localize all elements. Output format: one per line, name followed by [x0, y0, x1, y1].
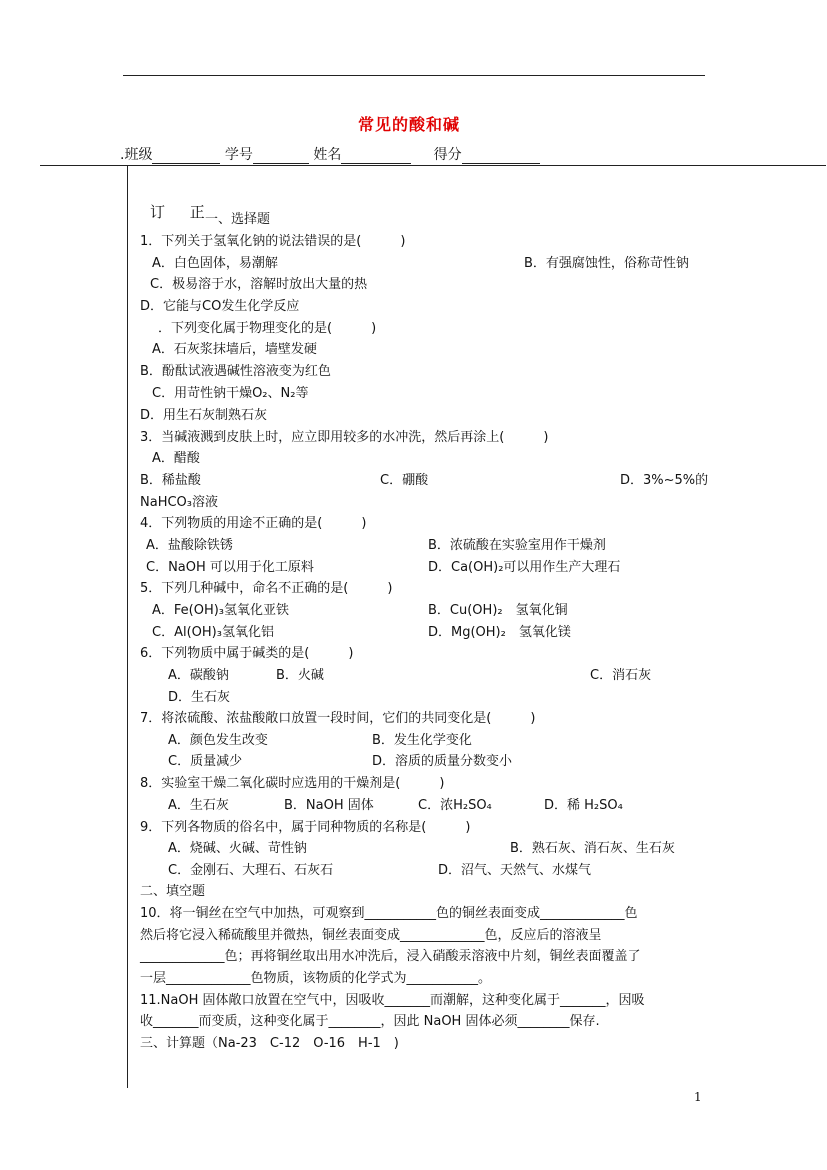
q1-option-b: B．有强腐蚀性，俗称苛性钠 — [524, 256, 689, 271]
q8-option-c: C．浓H₂SO₄ — [418, 798, 492, 813]
question-7: 7．将浓硫酸、浓盐酸敞口放置一段时间，它们的共同变化是( ) — [140, 711, 536, 726]
q9-option-b: B．熟石灰、消石灰、生石灰 — [510, 841, 675, 856]
question-4: 4．下列物质的用途不正确的是( ) — [140, 516, 367, 531]
page-title: 常见的酸和碱 — [358, 115, 461, 134]
name-label: 姓名 — [313, 147, 342, 163]
question-1: 1．下列关于氢氧化钠的说法错误的是( ) — [140, 234, 406, 249]
question-10-line-1: 10．将一铜丝在空气中加热，可观察到___________色的铜丝表面变成_____________色 — [140, 906, 638, 921]
q9-option-a: A．烧碱、火碱、苛性钠 — [168, 841, 307, 856]
q6-option-b: B．火碱 — [276, 668, 324, 683]
q3-option-d: D．3%~5%的 — [620, 473, 709, 488]
header-rule — [40, 165, 826, 166]
q3-option-a: A．醋酸 — [152, 451, 200, 466]
section-calc: 三、计算题（Na-23 C-12 O-16 H-1 ) — [140, 1036, 399, 1051]
question-10-line-4: 一层_____________色物质，该物质的化学式为___________。 — [140, 971, 492, 986]
q7-option-b: B．发生化学变化 — [372, 733, 472, 748]
q5-option-d: D．Mg(OH)₂ 氢氧化镁 — [428, 625, 571, 640]
question-11-line-2: 收_______而变质，这种变化属于________，因此 NaOH 固体必须________保存. — [140, 1014, 600, 1029]
q5-option-b: B．Cu(OH)₂ 氢氧化铜 — [428, 603, 568, 618]
class-label: .班级 — [120, 147, 153, 163]
q9-option-c: C．金刚石、大理石、石灰石 — [168, 863, 334, 878]
question-11-line-1: 11.NaOH 固体敞口放置在空气中，因吸收_______而潮解，这种变化属于_______，因吸 — [140, 993, 645, 1008]
question-10-line-2: 然后将它浸入稀硫酸里并微热，铜丝表面变成_____________色，反应后的溶液呈 — [140, 928, 602, 943]
section-choice: 一、选择题 — [205, 212, 271, 227]
class-field[interactable] — [152, 149, 220, 164]
score-field[interactable] — [462, 149, 540, 164]
q6-option-a: A．碳酸钠 — [168, 668, 229, 683]
q4-option-a: A．盐酸除铁锈 — [146, 538, 233, 553]
q2-option-a: A．石灰浆抹墙后，墙壁发硬 — [152, 342, 317, 357]
question-6: 6．下列物质中属于碱类的是( ) — [140, 646, 354, 661]
section-fill: 二、填空题 — [140, 884, 206, 899]
score-label: 得分 — [433, 147, 462, 163]
q6-option-c: C．消石灰 — [590, 668, 652, 683]
q8-option-b: B．NaOH 固体 — [284, 798, 374, 813]
q7-option-a: A．颜色发生改变 — [168, 733, 268, 748]
q2-option-b: B．酚酞试液遇碱性溶液变为红色 — [140, 364, 331, 379]
q3-option-d-cont: NaHCO₃溶液 — [140, 495, 218, 510]
q9-option-d: D．沼气、天然气、水煤气 — [438, 863, 592, 878]
q1-option-d: D．它能与CO发生化学反应 — [140, 299, 300, 314]
margin-rule — [127, 166, 128, 1088]
question-3: 3．当碱液溅到皮肤上时，应立即用较多的水冲洗，然后再涂上( ) — [140, 430, 549, 445]
number-field[interactable] — [253, 149, 309, 164]
top-rule — [123, 75, 705, 76]
q5-option-a: A．Fe(OH)₃氢氧化亚铁 — [152, 603, 290, 618]
side-note: 订 正 — [150, 203, 215, 221]
q7-option-d: D．溶质的质量分数变小 — [372, 754, 513, 769]
q1-option-a: A．白色固体，易潮解 — [152, 256, 278, 271]
q5-option-c: C．Al(OH)₃氢氧化铝 — [152, 625, 274, 640]
question-2: ．下列变化属于物理变化的是( ) — [158, 321, 377, 336]
q4-option-b: B．浓硫酸在实验室用作干燥剂 — [428, 538, 606, 553]
question-5: 5．下列几种碱中，命名不正确的是( ) — [140, 581, 393, 596]
q7-option-c: C．质量减少 — [168, 754, 243, 769]
q4-option-c: C．NaOH 可以用于化工原料 — [146, 560, 314, 575]
question-10-line-3: _____________色；再将铜丝取出用水冲洗后，浸入硝酸汞溶液中片刻，铜丝表面覆盖了 — [140, 949, 641, 964]
number-label: 学号 — [224, 147, 253, 163]
question-8: 8．实验室干燥二氧化碳时应选用的干燥剂是( ) — [140, 776, 445, 791]
q3-option-b: B．稀盐酸 — [140, 473, 201, 488]
student-info-row — [120, 144, 540, 164]
name-field[interactable] — [341, 149, 411, 164]
question-9: 9．下列各物质的俗名中，属于同种物质的名称是( ) — [140, 820, 471, 835]
q4-option-d: D．Ca(OH)₂可以用作生产大理石 — [428, 560, 621, 575]
q3-option-c: C．硼酸 — [380, 473, 429, 488]
q6-option-d: D．生石灰 — [168, 690, 231, 705]
q2-option-c: C．用苛性钠干燥O₂、N₂等 — [152, 386, 309, 401]
q8-option-a: A．生石灰 — [168, 798, 229, 813]
q8-option-d: D．稀 H₂SO₄ — [544, 798, 623, 813]
page-number: 1 — [694, 1090, 702, 1104]
q2-option-d: D．用生石灰制熟石灰 — [140, 408, 268, 423]
q1-option-c: C．极易溶于水，溶解时放出大量的热 — [150, 277, 368, 292]
